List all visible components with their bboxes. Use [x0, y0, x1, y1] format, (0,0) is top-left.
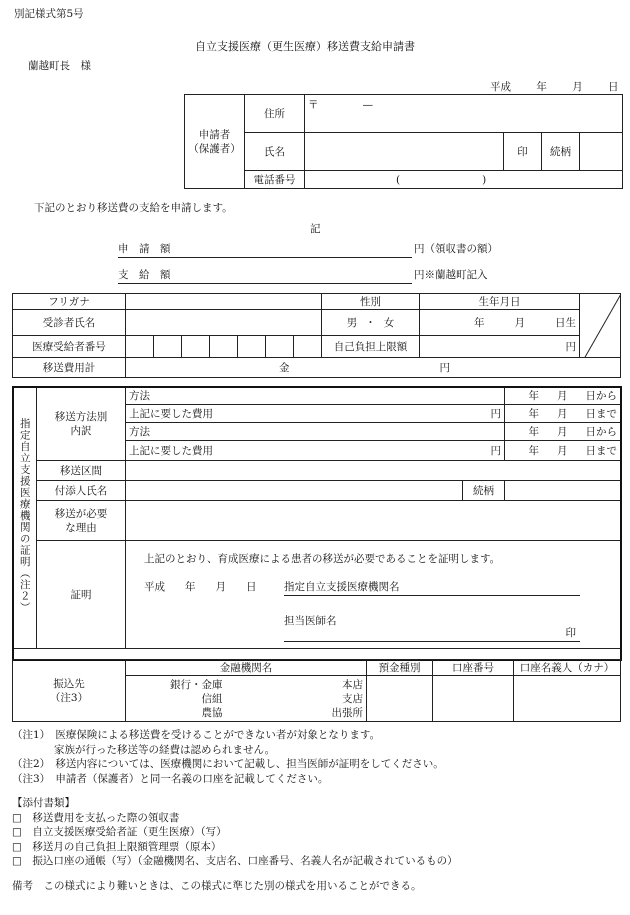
- apply-amount-suffix: 円（領収書の額）: [414, 243, 498, 255]
- note-line: （注2） 移送内容については、医療機関において記載し、担当医師が証明をしてください。: [12, 758, 444, 770]
- institution-field[interactable]: 指定自立支援医療機関名: [284, 579, 580, 596]
- attachment-item[interactable]: □ 振込口座の通帳（写）（金融機関名、支店名、口座番号、名義人名が記載されているもの）: [12, 855, 458, 867]
- patient-name-field[interactable]: [126, 310, 322, 336]
- bank-label: 振込先 （注3）: [13, 660, 126, 722]
- remarks: 備考 この様式により難いときは、この様式に準じた別の様式を用いることができる。: [12, 880, 422, 892]
- diagonal-cell: [580, 294, 621, 358]
- cert-digit[interactable]: [266, 336, 294, 358]
- holder-header: 口座名義人（カナ）: [514, 660, 621, 676]
- attachment-item[interactable]: □ 移送費用を支払った際の領収書: [12, 811, 180, 824]
- reason-label: 移送が必要 な理由: [37, 501, 126, 541]
- reason-field[interactable]: [126, 501, 621, 541]
- phone-label: 電話番号: [245, 171, 305, 189]
- attendant-label: 付添人氏名: [37, 481, 126, 501]
- note-line: （注3） 申請者（保護者）と同一名義の口座を記載してください。: [12, 772, 329, 785]
- acct-header: 口座番号: [433, 660, 514, 676]
- limit-label: 自己負担上限額: [322, 336, 420, 358]
- patient-name-label: 受診者氏名: [13, 310, 126, 336]
- attendant-relation-field[interactable]: [505, 481, 621, 501]
- period-from-1[interactable]: 年 月 日から: [505, 387, 621, 405]
- addressee: 蘭越町長 様: [28, 60, 91, 72]
- cost-field-2[interactable]: 上記に要した費用 円: [126, 441, 505, 461]
- furigana-field[interactable]: [126, 294, 322, 310]
- attendant-field[interactable]: [126, 481, 463, 501]
- doctor-field[interactable]: 印: [284, 625, 580, 642]
- address-label: 住所: [245, 95, 305, 133]
- intro-text: 下記のとおり移送費の支給を申請します。: [34, 202, 233, 214]
- dob-label: 生年月日: [420, 294, 580, 310]
- pay-amount-field[interactable]: 支 給 額: [118, 267, 412, 284]
- section-vertical-label: 指定自立支援医療機関の証明（注２）: [13, 387, 37, 649]
- cert-digit[interactable]: [238, 336, 266, 358]
- period-until-1[interactable]: 年 月 日まで: [505, 405, 621, 423]
- deposit-type-field[interactable]: [367, 676, 433, 722]
- doctor-label: 担当医師名: [284, 615, 337, 627]
- cert-digit[interactable]: [294, 336, 322, 358]
- attachments: [12, 796, 458, 869]
- total-label: 移送費用計: [13, 358, 126, 378]
- cert-digit[interactable]: [154, 336, 182, 358]
- route-field[interactable]: [126, 461, 621, 481]
- attachment-item[interactable]: □ 移送月の自己負担上限額管理票（原本）: [12, 840, 222, 853]
- proof-label: 証明: [37, 541, 126, 649]
- diagonal-line: [580, 294, 621, 358]
- cert-digit[interactable]: [182, 336, 210, 358]
- form-number: 別記様式第5号: [14, 8, 84, 20]
- phone-field[interactable]: ( ): [305, 171, 623, 189]
- proof-statement: 上記のとおり、育成医療による患者の移送が必要であることを証明します。: [144, 553, 501, 565]
- attendant-relation-label: 続柄: [463, 481, 505, 501]
- route-label: 移送区間: [37, 461, 126, 481]
- name-label: 氏名: [245, 133, 305, 171]
- account-holder-field[interactable]: [514, 676, 621, 722]
- bank-type-choices[interactable]: 銀行・金庫 信組 農協: [126, 676, 225, 722]
- period-until-2[interactable]: 年 月 日まで: [505, 441, 621, 461]
- patient-table: [12, 293, 621, 378]
- method-field-2[interactable]: 方法: [126, 423, 505, 441]
- applicant-label: 申請者 （保護者）: [185, 95, 245, 189]
- method-field-1[interactable]: 方法: [126, 387, 505, 405]
- pay-amount-suffix: 円※蘭越町記入: [414, 269, 488, 281]
- ki-text: 記: [310, 223, 321, 235]
- furigana-label: フリガナ: [13, 294, 126, 310]
- sex-label: 性別: [322, 294, 420, 310]
- apply-amount-field[interactable]: 申 請 額: [118, 241, 412, 258]
- proof-date[interactable]: 平成 年 月 日: [144, 581, 257, 593]
- attachment-item[interactable]: □ 自立支援医療受給者証（更生医療）（写）: [12, 826, 227, 838]
- limit-field[interactable]: 円: [420, 336, 580, 358]
- cert-digit[interactable]: [210, 336, 238, 358]
- form-title: 自立支援医療（更生医療）移送費支給申請書: [195, 40, 415, 53]
- account-number-field[interactable]: [433, 676, 514, 722]
- certification-table: [12, 386, 621, 649]
- proof-block: [126, 541, 621, 649]
- address-field[interactable]: 〒 —: [305, 95, 623, 133]
- branch-choices[interactable]: 本店 支店 出張所: [225, 676, 367, 722]
- bank-table: [12, 659, 621, 722]
- sex-choice[interactable]: 男 ・ 女: [322, 310, 420, 336]
- date-line: 平成 年 月 日: [490, 81, 619, 93]
- total-field[interactable]: 金 円: [126, 358, 621, 378]
- attachments-title: 【添付書類】: [12, 797, 75, 809]
- name-field[interactable]: [305, 133, 504, 171]
- relation-field[interactable]: [580, 133, 623, 171]
- type-header: 預金種別: [367, 660, 433, 676]
- applicant-table: [184, 94, 623, 189]
- notes: [12, 728, 444, 786]
- note-line: 家族が行った移送等の経費は認められません。: [12, 743, 276, 756]
- relation-label: 続柄: [542, 133, 580, 171]
- cert-no-label: 医療受給者番号: [13, 336, 126, 358]
- cost-field-1[interactable]: 上記に要した費用 円: [126, 405, 505, 423]
- seal-mark: 印: [504, 133, 542, 171]
- cert-digit[interactable]: [126, 336, 154, 358]
- dob-field[interactable]: 年 月 日生: [420, 310, 580, 336]
- breakdown-label: 移送方法別 内訳: [37, 387, 126, 461]
- note-line: （注1） 医療保険による移送費を受けることができない者が対象となります。: [12, 729, 381, 741]
- inst-header: 金融機関名: [126, 660, 367, 676]
- period-from-2[interactable]: 年 月 日から: [505, 423, 621, 441]
